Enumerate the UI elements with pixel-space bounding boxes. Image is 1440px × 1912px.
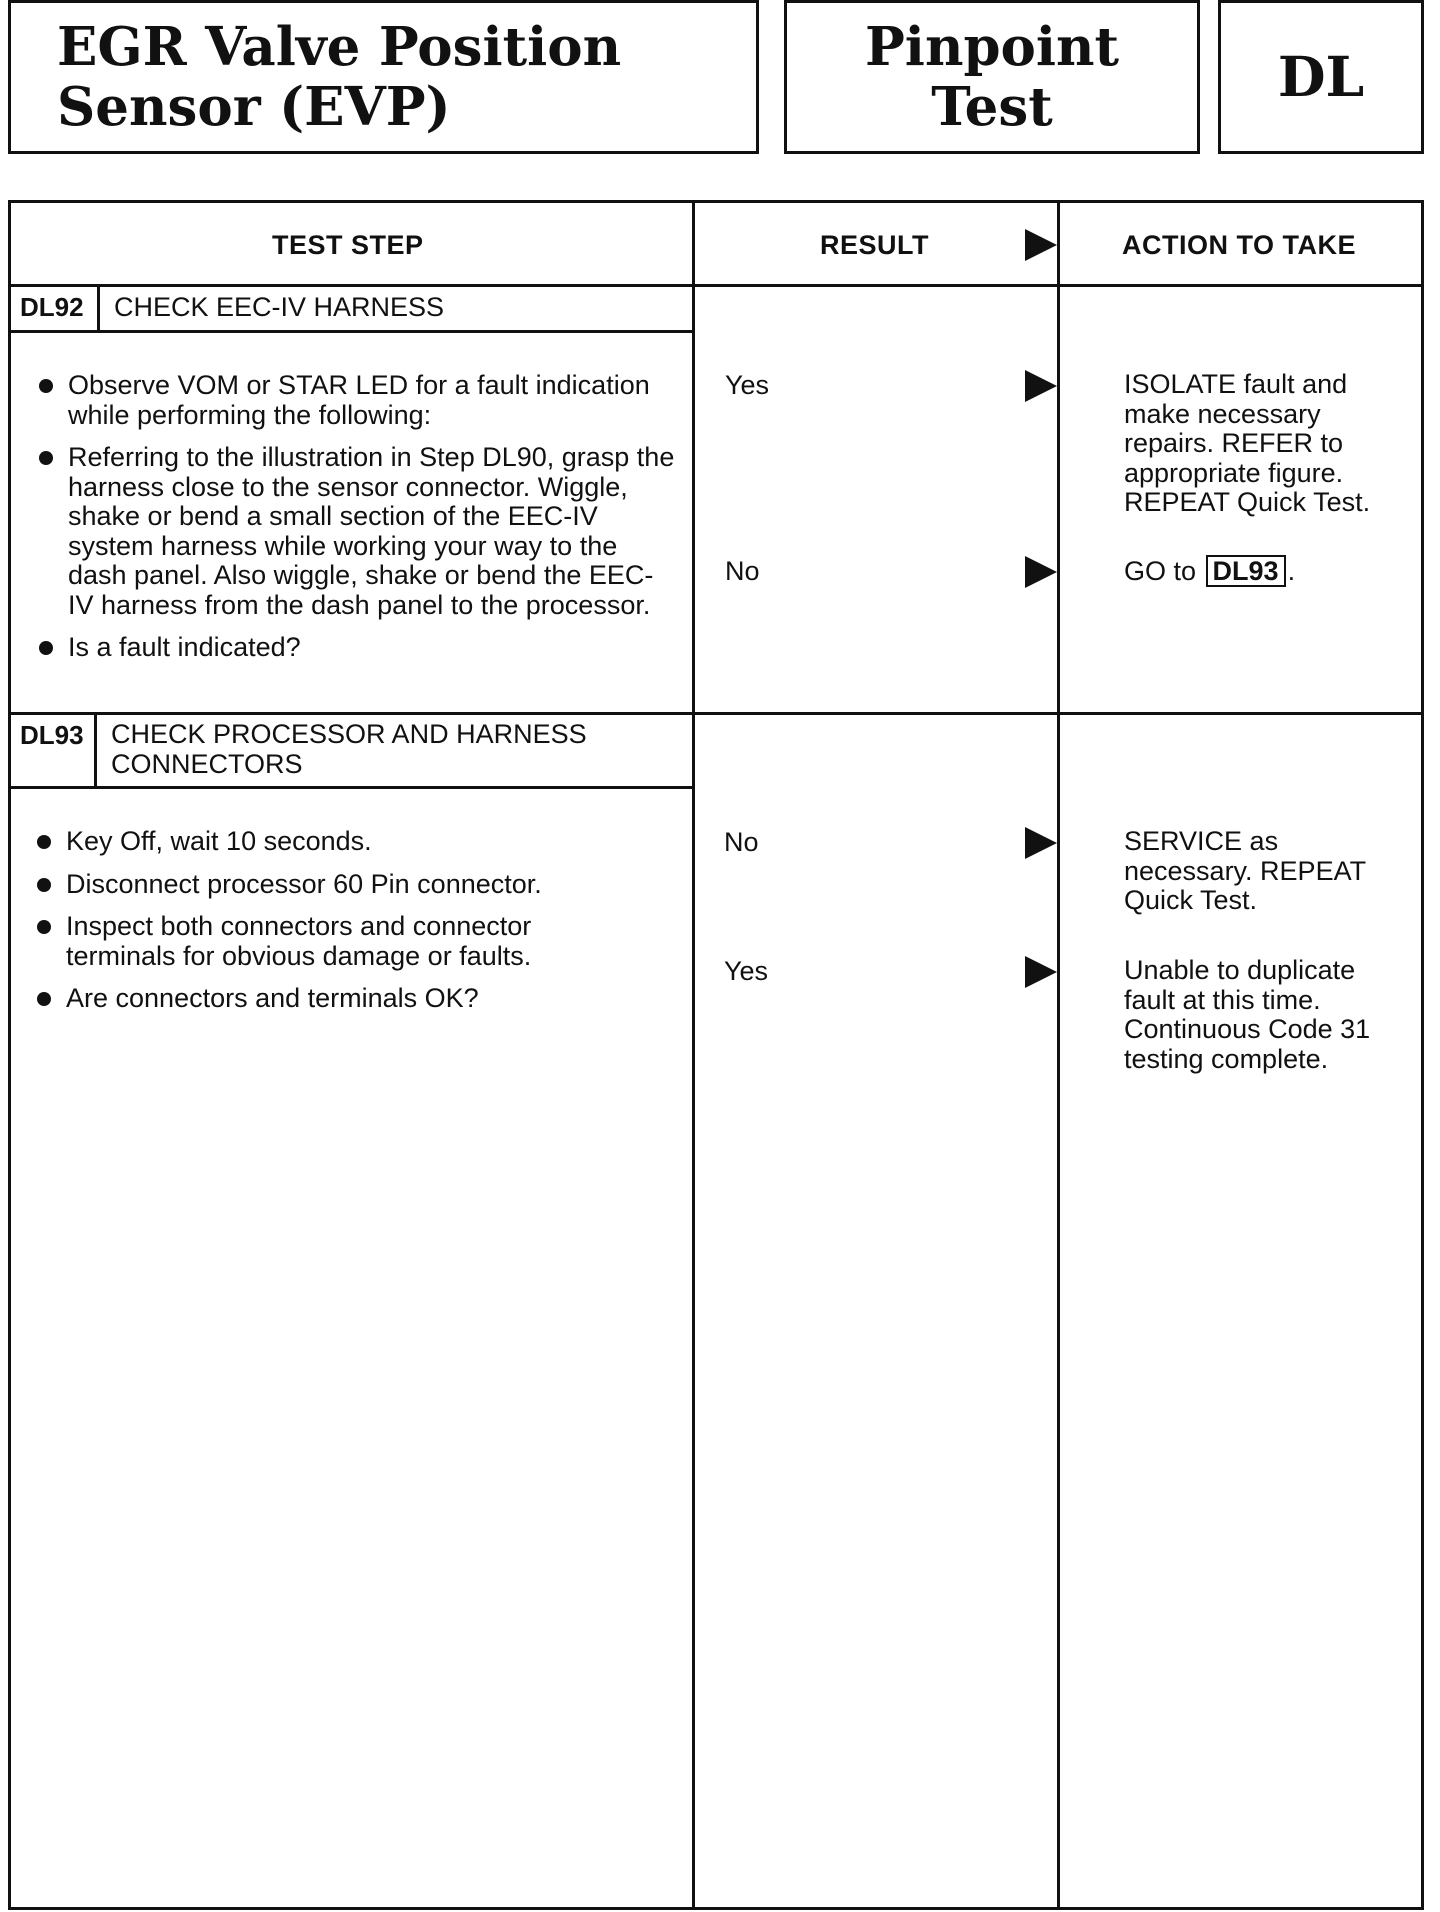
test-type: [787, 17, 1197, 137]
header-code-box: [1218, 0, 1424, 154]
test-type-line2: Test: [931, 76, 1053, 138]
action-text: SERVICE as necessary. REPEAT Quick Test.: [1124, 826, 1366, 915]
divider-dl93-title-bottom: [8, 786, 694, 789]
goto-action: [1124, 554, 1295, 588]
list-item: Is a fault indicated?: [38, 633, 678, 663]
divider-result-column: [692, 200, 695, 1910]
divider-dl93-code: [94, 712, 97, 788]
step-dl92-instructions: [38, 371, 678, 676]
step-title: CHECK EEC-IV HARNESS: [114, 292, 445, 322]
result-arrow-icon: [1025, 556, 1057, 588]
goto-label: GO to: [1124, 556, 1197, 586]
header-test-type-box: [784, 0, 1200, 154]
divider-action-column: [1057, 200, 1060, 1910]
step-code: DL92: [20, 292, 84, 322]
step-code: DL93: [20, 720, 84, 750]
test-type-line1: Pinpoint: [864, 16, 1120, 78]
column-header-test-step: TEST STEP: [272, 230, 424, 260]
list-item: Disconnect processor 60 Pin connector.: [36, 870, 596, 900]
goto-suffix: .: [1287, 556, 1296, 586]
divider-dl92-code: [97, 284, 100, 332]
divider-header-row: [8, 284, 1424, 287]
list-item: Referring to the illustration in Step DL90, grasp the harness close to the sensor connector. Wiggle, shake or bend a small section of the EEC-IV system harness while working your way to the dash panel. Also wiggle, shake or bend the EEC-IV harness from the dash panel to the processor.: [38, 443, 678, 620]
list-item: Observe VOM or STAR LED for a fault indication while performing the following:: [38, 371, 678, 430]
result-no: No: [724, 827, 759, 857]
result-yes: Yes: [724, 956, 769, 986]
action-text: ISOLATE fault and make necessary repairs. REFER to appropriate figure. REPEAT Quick Test.: [1124, 369, 1371, 517]
result-arrow-icon: [1025, 956, 1057, 988]
list-item: Inspect both connectors and connector terminals for obvious damage or faults.: [36, 912, 596, 971]
step-title: CHECK PROCESSOR AND HARNESS CONNECTORS: [111, 719, 587, 779]
step-dl93-instructions: [36, 827, 596, 1027]
goto-step-link[interactable]: DL93: [1206, 555, 1286, 587]
divider-dl92-title-bottom: [8, 330, 694, 333]
action-text: Unable to duplicate fault at this time. Continuous Code 31 testing complete.: [1124, 955, 1371, 1074]
result-arrow-icon: [1025, 370, 1057, 402]
page-title: [57, 17, 621, 137]
test-code: DL: [1277, 44, 1365, 109]
page-title-line1: EGR Valve Position: [57, 16, 622, 78]
divider-step-row: [8, 712, 1424, 715]
result-yes: Yes: [725, 370, 770, 400]
result-arrow-icon: [1025, 827, 1057, 859]
list-item: Key Off, wait 10 seconds.: [36, 827, 596, 857]
list-item: Are connectors and terminals OK?: [36, 984, 596, 1014]
result-arrow-icon: [1025, 229, 1057, 261]
column-header-action: ACTION TO TAKE: [1122, 230, 1356, 260]
header-title-box: [8, 0, 759, 154]
result-no: No: [725, 556, 760, 586]
column-header-result: RESULT: [820, 230, 929, 260]
page-title-line2: Sensor (EVP): [57, 76, 451, 138]
